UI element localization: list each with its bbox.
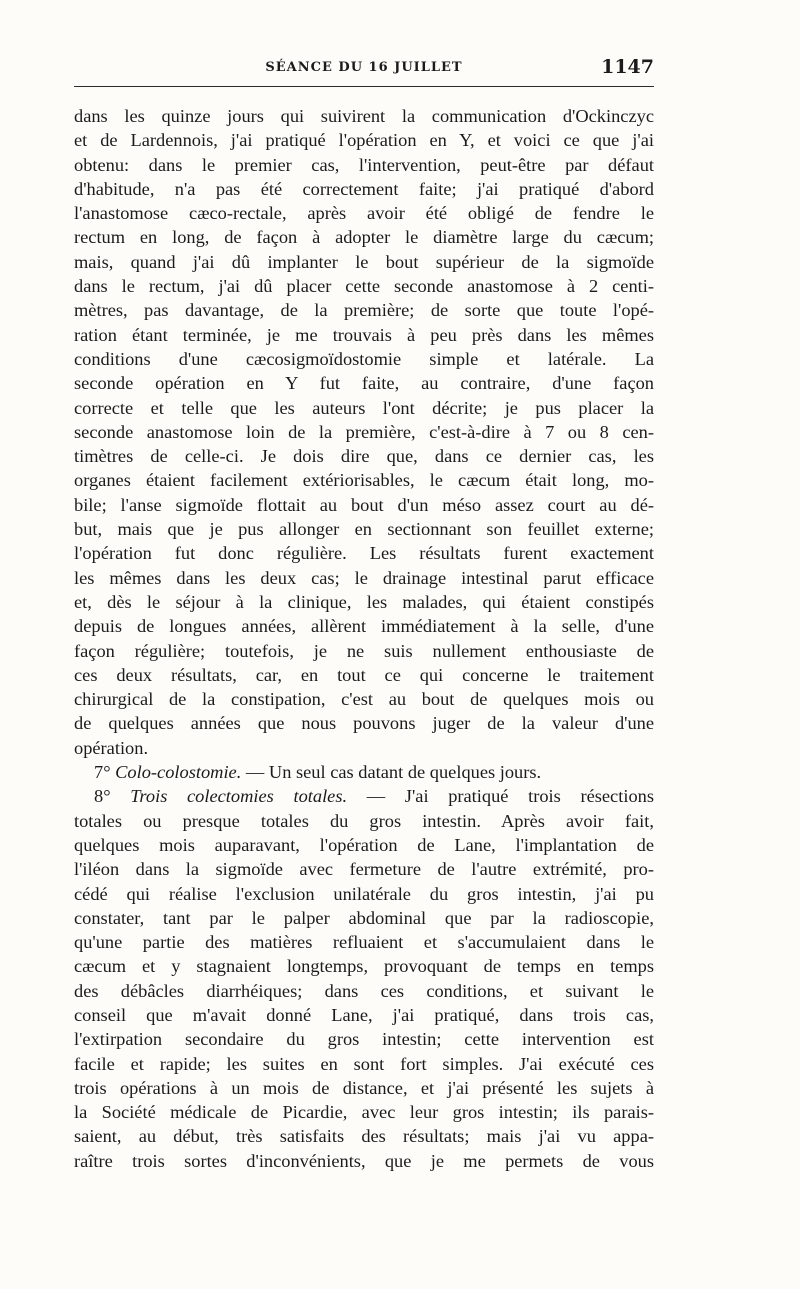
line-text: cédé qui réalise l'exclusion unilatérale du gros intestin, j'ai pu [74, 883, 654, 904]
line-text: cæcum et y stagnaient longtemps, provoquant de temps en temps [74, 956, 654, 977]
line-text: qu'une partie des matières refluaient et s'accumulaient dans le [74, 932, 654, 953]
line-text: correcte et telle que les auteurs l'ont décrite; je pus placer la [74, 397, 654, 418]
text-line [74, 274, 654, 298]
text-line [74, 201, 654, 225]
text-line [74, 128, 654, 152]
text-line [74, 225, 654, 249]
line-text: conseil que m'avait donné Lane, j'ai pratiqué, dans trois cas, [74, 1004, 654, 1025]
text-line [74, 614, 654, 638]
line-text: l'anastomose cæco-rectale, après avoir été obligé de fendre le [74, 203, 654, 224]
text-line [74, 1124, 654, 1148]
line-text: façon régulière; toutefois, je ne suis nullement enthousiaste de [74, 640, 654, 661]
line-text: depuis de longues années, allèrent immédiatement à la selle, d'une [74, 616, 654, 637]
item-number: 7° [94, 762, 116, 783]
line-text: obtenu: dans le premier cas, l'intervention, peut-être par défaut [74, 154, 654, 175]
text-line [74, 177, 654, 201]
text-line [74, 468, 654, 492]
text-line [74, 493, 654, 517]
text-line [74, 784, 654, 808]
line-text: l'opération fut donc régulière. Les résultats furent exactement [74, 543, 654, 564]
text-line [74, 298, 654, 322]
line-text: des débâcles diarrhéiques; dans ces conditions, et suivant le [74, 980, 654, 1001]
line-text: l'iléon dans la sigmoïde avec fermeture de l'autre extrémité, pro- [74, 859, 654, 880]
text-line [74, 323, 654, 347]
text-line [74, 711, 654, 735]
line-text: mètres, pas davantage, de la première; de sorte que toute l'opé- [74, 300, 654, 321]
line-text: but, mais que je pus allonger en sectionnant son feuillet externe; [74, 519, 654, 540]
text-line [74, 541, 654, 565]
line-text: organes étaient facilement extériorisables, le cæcum était long, mo- [74, 470, 654, 491]
line-text: constater, tant par le palper abdominal que par la radioscopie, [74, 907, 654, 928]
line-text: raître trois sortes d'inconvénients, que je me permets de vous [74, 1150, 654, 1171]
text-line [74, 250, 654, 274]
text-line [74, 1003, 654, 1027]
text-line [74, 663, 654, 687]
text-line [74, 1027, 654, 1051]
text-line [74, 930, 654, 954]
line-text: saient, au début, très satisfaits des résultats; mais j'ai vu appa- [74, 1126, 654, 1147]
line-text: dans les quinze jours qui suivirent la communication d'Ockinczyc [74, 106, 654, 126]
text-line [74, 833, 654, 857]
text-line [74, 371, 654, 395]
text-line [74, 566, 654, 590]
text-line [74, 1076, 654, 1100]
text-line [74, 760, 654, 784]
line-text: rectum en long, de façon à adopter le diamètre large du cæcum; [74, 227, 654, 248]
line-text: bile; l'anse sigmoïde flottait au bout d'un méso assez court au dé- [74, 494, 654, 515]
line-text: conditions d'une cæcosigmoïdostomie simple et latérale. La [74, 348, 654, 369]
text-line [74, 809, 654, 833]
line-text: et, dès le séjour à la clinique, les malades, qui étaient constipés [74, 591, 654, 612]
body-text [74, 104, 654, 1173]
page-header [74, 52, 654, 87]
text-line [74, 736, 654, 760]
line-text: opération. [74, 737, 149, 758]
text-line [74, 639, 654, 663]
line-text: — J'ai pratiqué trois résections [347, 786, 654, 807]
line-text: — Un seul cas datant de quelques jours. [241, 762, 542, 783]
line-text: totales ou presque totales du gros intestin. Après avoir fait, [74, 810, 654, 831]
text-line [74, 882, 654, 906]
section-title: Colo-colostomie. [115, 762, 242, 783]
line-text: d'habitude, n'a pas été correctement faite; j'ai pratiqué d'abord [74, 178, 654, 199]
line-text: ces deux résultats, car, en tout ce qui concerne le traitement [74, 664, 654, 685]
book-page [74, 52, 654, 1173]
line-text: timètres de celle-ci. Je dois dire que, dans ce dernier cas, les [74, 446, 654, 467]
text-line [74, 857, 654, 881]
line-text: l'extirpation secondaire du gros intestin; cette intervention est [74, 1029, 654, 1050]
text-line [74, 687, 654, 711]
line-text: seconde opération en Y fut faite, au contraire, d'une façon [74, 373, 654, 394]
text-line [74, 517, 654, 541]
text-line [74, 396, 654, 420]
page-number: 1147 [601, 56, 654, 78]
text-line [74, 590, 654, 614]
line-text: ration étant terminée, je me trouvais à peu près dans les mêmes [74, 324, 654, 345]
section-title: Trois colectomies totales. [130, 786, 348, 807]
line-text: et de Lardennois, j'ai pratiqué l'opération en Y, et voici ce que j'ai [74, 130, 654, 151]
text-line [74, 347, 654, 371]
text-line [74, 979, 654, 1003]
line-text: seconde anastomose loin de la première, c'est-à-dire à 7 ou 8 cen- [74, 421, 654, 442]
line-text: les mêmes dans les deux cas; le drainage intestinal parut efficace [74, 567, 654, 588]
text-line [74, 954, 654, 978]
text-line [74, 1052, 654, 1076]
text-line [74, 420, 654, 444]
text-line [74, 1100, 654, 1124]
line-text: dans le rectum, j'ai dû placer cette seconde anastomose à 2 centi- [74, 276, 654, 297]
running-title: SÉANCE DU 16 JUILLET [265, 60, 463, 75]
line-text: la Société médicale de Picardie, avec leur gros intestin; ils parais- [74, 1102, 654, 1123]
line-text: trois opérations à un mois de distance, et j'ai présenté les sujets à [74, 1077, 654, 1098]
line-text: quelques mois auparavant, l'opération de Lane, l'implantation de [74, 834, 654, 855]
line-text: facile et rapide; les suites en sont fort simples. J'ai exécuté ces [74, 1053, 654, 1074]
text-line [74, 153, 654, 177]
text-line [74, 444, 654, 468]
line-text: mais, quand j'ai dû implanter le bout supérieur de la sigmoïde [74, 251, 654, 272]
item-number: 8° [94, 786, 131, 807]
line-text: de quelques années que nous pouvons juger de la valeur d'une [74, 713, 654, 734]
text-line [74, 1149, 654, 1173]
line-text: chirurgical de la constipation, c'est au bout de quelques mois ou [74, 689, 654, 710]
text-line [74, 906, 654, 930]
text-line [74, 104, 654, 128]
